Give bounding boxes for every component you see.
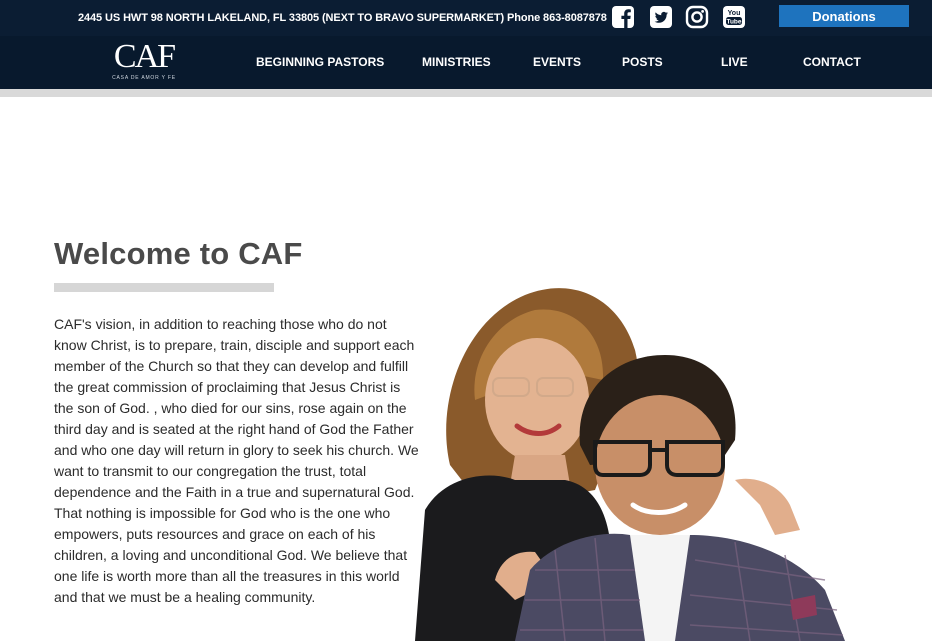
title-underline xyxy=(54,283,274,292)
top-info-bar xyxy=(0,0,932,36)
logo-subtext: CASA DE AMOR Y FE xyxy=(112,75,176,81)
nav-live[interactable]: LIVE xyxy=(721,55,748,69)
nav-contact[interactable]: CONTACT xyxy=(803,55,861,69)
twitter-icon[interactable] xyxy=(649,5,673,29)
donations-button[interactable]: Donations xyxy=(779,5,909,27)
nav-ministries[interactable]: MINISTRIES xyxy=(422,55,491,69)
nav-events[interactable]: EVENTS xyxy=(533,55,582,69)
instagram-icon[interactable] xyxy=(685,5,709,29)
church-address: 2445 US HWT 98 NORTH LAKELAND, FL 33805 (NEXT TO BRAVO SUPERMARKET) Phone 863-8087878 xyxy=(78,12,607,24)
nav-posts[interactable]: POSTS xyxy=(622,55,663,69)
nav-beginning-pastors[interactable]: BEGINNING PASTORS xyxy=(256,55,385,69)
pastors-photo xyxy=(405,280,932,641)
youtube-icon[interactable] xyxy=(722,5,746,29)
facebook-icon[interactable] xyxy=(611,5,635,29)
youtube-icon-text-bottom: Tube xyxy=(726,18,742,26)
youtube-icon-text-top: You xyxy=(727,10,741,17)
page-title: Welcome to CAF xyxy=(54,236,303,271)
logo-text: CAF xyxy=(113,38,175,75)
caf-logo[interactable] xyxy=(104,39,184,87)
main-navbar xyxy=(0,36,932,89)
header-divider xyxy=(0,89,932,97)
vision-paragraph: CAF's vision, in addition to reaching those who do not know Christ, is to prepare, train, disciple and support each member of the Church so that they can develop and fulfill the great commission of proclaiming that Jesus Christ is the son of God. , who died for our sins, rose again on the third day and is seated at the right hand of God the Father and who one day will return in glory to seek his church. We want to transmit to our congregation the trust, total dependence and the Faith in a true and supernatural God. That nothing is impossible for God who is the one who empowers, puts resources and grace on each of his children, a loving and unconditional God. We believe that one life is worth more than all the treasures in this world and that we must be a healing community. xyxy=(54,316,419,605)
